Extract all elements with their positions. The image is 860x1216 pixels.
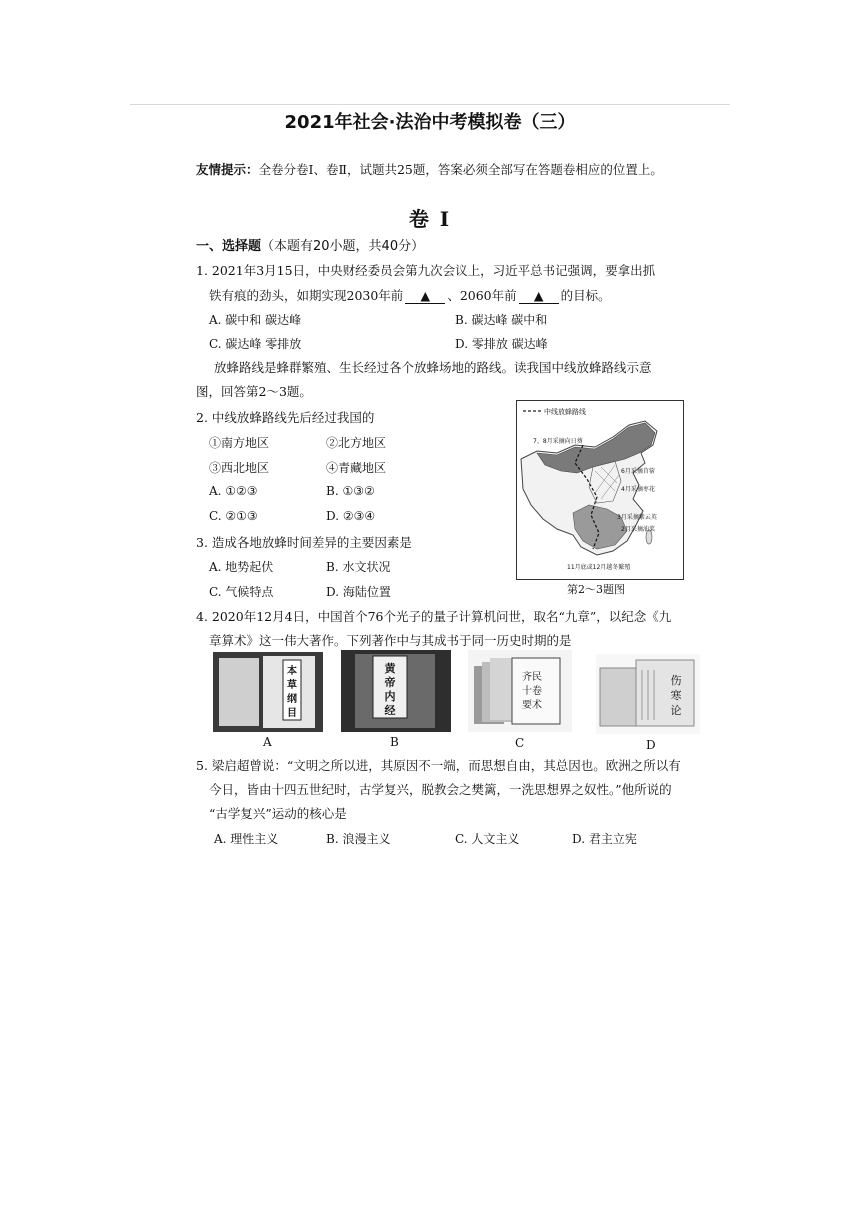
bee-route-map: [516, 400, 684, 580]
tip-line: [196, 160, 663, 178]
svg-text:伤: 伤: [670, 674, 682, 687]
label-winter: 11月底或12月越冬繁殖: [567, 564, 631, 571]
svg-text:草: 草: [287, 680, 297, 691]
header-rule: [130, 104, 730, 105]
intro-line1: 放蜂路线是蜂群繁殖、生长经过各个放蜂场地的路线。读我国中线放蜂路线示意: [214, 360, 652, 375]
q5-line2: 今日，皆由十四五世纪时，古学复兴，脱教会之樊篱，一洗思想界之奴性。”他所说的: [209, 782, 672, 797]
label-jujube: 4月采摘枣花: [621, 486, 655, 493]
section-heading: [196, 235, 424, 254]
svg-text:论: 论: [670, 704, 682, 717]
china-map-graphic: [517, 401, 683, 579]
q2-option-d[interactable]: D. ②③④: [326, 509, 376, 523]
q5-option-b[interactable]: B. 浪漫主义: [326, 832, 391, 846]
q1-line1: 1. 2021年3月15日，中央财经委员会第九次会议上，习近平总书记强调，要拿出抓: [196, 263, 656, 278]
section-note: （本题有20小题，共40分）: [261, 239, 425, 254]
svg-text:目: 目: [287, 708, 297, 719]
q5-option-c[interactable]: C. 人文主义: [455, 832, 520, 846]
q1-option-a[interactable]: A. 碳中和 碳达峰: [209, 313, 302, 327]
q1-line2-c: 的目标。: [560, 288, 611, 303]
q3-option-d[interactable]: D. 海陆位置: [326, 585, 391, 599]
q1-blank-1[interactable]: ▲: [405, 288, 445, 304]
q4-line1: 4. 2020年12月4日，中国首个76个光子的量子计算机问世，取名“九章”，以纪念《九: [196, 609, 672, 624]
q1-blank-2[interactable]: ▲: [519, 288, 559, 304]
q1-option-b[interactable]: B. 碳达峰 碳中和: [455, 313, 548, 327]
svg-text:帝: 帝: [384, 676, 396, 689]
map-caption: 第2～3题图: [567, 583, 625, 596]
svg-text:齐民: 齐民: [522, 672, 542, 683]
q5-option-a[interactable]: A. 理性主义: [214, 832, 279, 846]
q1-line2-b: 、2060年前: [447, 288, 517, 303]
tip-text: 全卷分卷Ⅰ、卷Ⅱ，试题共25题，答案必须全部写在答题卷相应的位置上。: [258, 162, 663, 177]
q5-line3: “古学复兴”运动的核心是: [209, 806, 347, 821]
q1-option-c[interactable]: C. 碳达峰 零排放: [209, 337, 302, 351]
book-photo-a[interactable]: [213, 652, 323, 732]
label-milkvetch: 3月采摘紫云英: [617, 514, 657, 521]
tip-label: 友情提示：: [196, 162, 259, 177]
svg-text:要术: 要术: [522, 700, 542, 711]
q4-option-b[interactable]: B: [390, 735, 399, 749]
label-sunflower: 7、8月采摘向日葵: [533, 438, 583, 445]
svg-text:寒: 寒: [670, 689, 682, 702]
q3-stem: 3. 造成各地放蜂时间差异的主要因素是: [196, 535, 412, 550]
svg-text:纲: 纲: [287, 694, 297, 705]
legend-text: 中线放蜂路线: [544, 408, 586, 416]
book-photo-d[interactable]: [596, 654, 700, 734]
q2-item-1: ①南方地区: [209, 436, 270, 450]
q2-stem: 2. 中线放蜂路线先后经过我国的: [196, 410, 375, 425]
book-photo-c[interactable]: [468, 650, 572, 732]
svg-text:十卷: 十卷: [522, 686, 542, 697]
q2-item-4: ④青藏地区: [326, 461, 387, 475]
q4-line2: 章算术》这一伟大著作。下列著作中与其成书于同一历史时期的是: [209, 633, 572, 648]
q3-option-b[interactable]: B. 水文状况: [326, 560, 391, 574]
q1-line2-a: 铁有痕的劲头，如期实现2030年前: [209, 288, 404, 303]
q2-item-2: ②北方地区: [326, 436, 387, 450]
q2-option-b[interactable]: B. ①③②: [326, 484, 375, 498]
q3-option-a[interactable]: A. 地势起伏: [209, 560, 274, 574]
part-heading: 卷 Ⅰ: [408, 207, 452, 231]
q1-line2: [209, 286, 611, 304]
q5-line1: 5. 梁启超曾说：“文明之所以进，其原因不一端，而思想自由，其总因也。欧洲之所以有: [196, 758, 681, 773]
page-title: 2021年社会·法治中考模拟卷（三）: [284, 112, 576, 133]
q4-option-c[interactable]: C: [515, 736, 525, 750]
q5-option-d[interactable]: D. 君主立宪: [572, 832, 637, 846]
svg-text:经: 经: [384, 704, 396, 717]
q1-option-d[interactable]: D. 零排放 碳达峰: [455, 337, 548, 351]
section-head: 一、选择题: [196, 239, 262, 254]
svg-text:内: 内: [384, 690, 396, 703]
intro-line2: 图，回答第2～3题。: [196, 384, 312, 399]
q2-option-c[interactable]: C. ②①③: [209, 509, 258, 523]
q2-item-3: ③西北地区: [209, 461, 270, 475]
q3-option-c[interactable]: C. 气候特点: [209, 585, 274, 599]
q4-option-d[interactable]: D: [646, 738, 656, 752]
q4-option-a[interactable]: A: [263, 735, 272, 749]
label-rapeseed: 2月采摘油菜: [621, 526, 655, 533]
book-a-title: 本: [287, 666, 297, 677]
book-photo-b[interactable]: [341, 650, 451, 732]
label-alfalfa: 6月采摘苜蓿: [621, 468, 655, 475]
svg-text:黄: 黄: [384, 662, 396, 675]
q2-option-a[interactable]: A. ①②③: [209, 484, 258, 498]
